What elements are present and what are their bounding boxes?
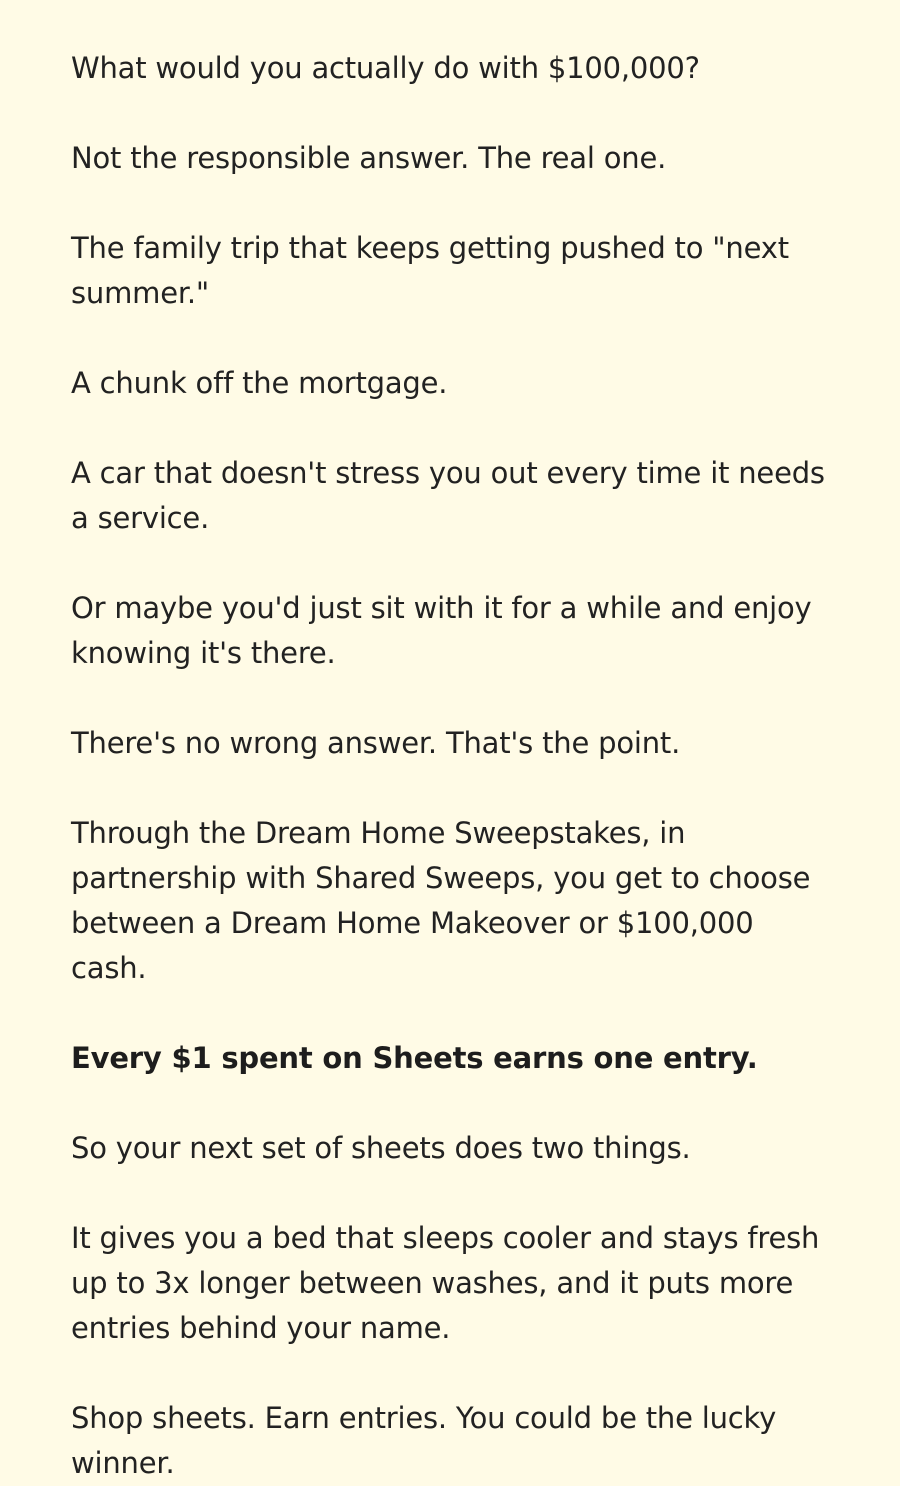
sweepstakes-description: Through the Dream Home Sweepstakes, in partnership with Shared Sweeps, you get to choose between a Dream Home Makeover or $100,000 cash. <box>71 816 811 985</box>
entry-rule-highlight: Every $1 spent on Sheets earns one entry. <box>71 1041 758 1075</box>
real-answer-line: Not the responsible answer. The real one. <box>71 141 667 175</box>
two-things-line: So your next set of sheets does two things. <box>71 1131 691 1165</box>
family-trip-line: The family trip that keeps getting pushed to "next summer." <box>71 231 789 310</box>
enjoy-line: Or maybe you'd just sit with it for a while and enjoy knowing it's there. <box>71 591 812 670</box>
mortgage-line: A chunk off the mortgage. <box>71 366 448 400</box>
intro-question: What would you actually do with $100,000? <box>71 51 700 85</box>
closing-call-to-action: Shop sheets. Earn entries. You could be the lucky winner. <box>71 1401 777 1480</box>
benefits-line: It gives you a bed that sleeps cooler and stays fresh up to 3x longer between washes, and it puts more entries behind your name. <box>71 1221 820 1345</box>
car-line: A car that doesn't stress you out every time it needs a service. <box>71 456 825 535</box>
no-wrong-answer-line: There's no wrong answer. That's the point. <box>71 726 681 760</box>
